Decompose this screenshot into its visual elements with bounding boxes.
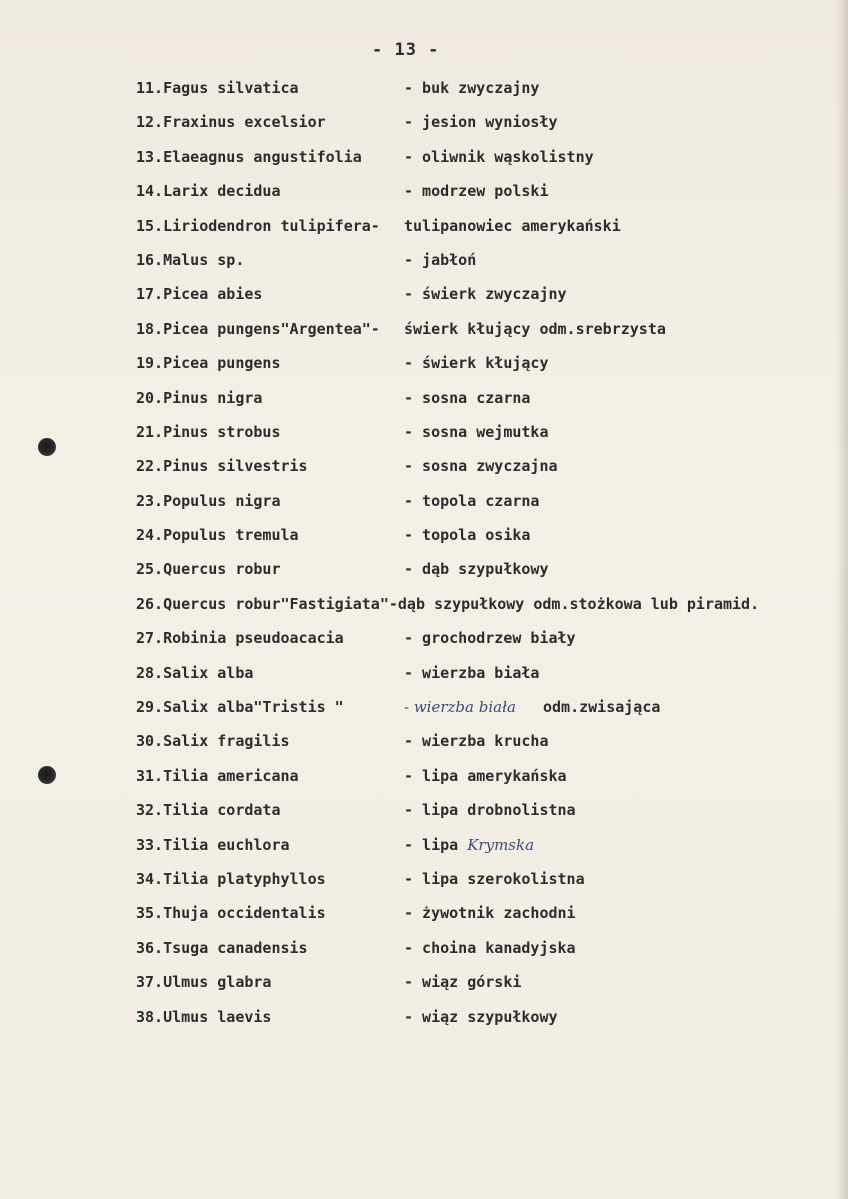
page-number: - 13 -: [372, 40, 440, 60]
latin-name: 31.Tilia americana: [136, 766, 299, 785]
latin-name: 24.Populus tremula: [136, 526, 299, 545]
polish-name: - dąb szypułkowy: [404, 560, 549, 579]
polish-name: - modrzew polski: [404, 182, 549, 201]
polish-name: - jesion wyniosły: [404, 113, 558, 132]
polish-name: - wierzba krucha: [404, 732, 549, 751]
polish-name: - żywotnik zachodni: [404, 904, 576, 923]
polish-name: - lipa amerykańska: [404, 766, 567, 785]
list-item: [136, 624, 848, 658]
list-item: [136, 74, 848, 108]
latin-name: 21.Pinus strobus: [136, 422, 281, 441]
list-item: [136, 280, 848, 314]
latin-name: 37.Ulmus glabra: [136, 973, 272, 992]
list-item: [136, 555, 848, 589]
polish-name: - lipa szerokolistna: [404, 869, 585, 888]
punch-hole: [38, 766, 56, 784]
polish-name-prefix: - lipa: [404, 835, 459, 854]
list-item: [136, 831, 848, 865]
latin-name: 22.Pinus silvestris: [136, 457, 308, 476]
list-item: [136, 762, 848, 796]
polish-name-suffix: odm.zwisająca: [542, 698, 661, 717]
list-item: [136, 727, 848, 761]
list-item: [136, 899, 848, 933]
polish-name: - topola osika: [404, 526, 531, 545]
latin-name: 33.Tilia euchlora: [136, 835, 290, 854]
latin-name: 12.Fraxinus excelsior: [136, 113, 326, 132]
latin-name: 19.Picea pungens: [136, 354, 281, 373]
list-item: [136, 349, 848, 383]
list-item: [136, 246, 848, 280]
latin-name: 28.Salix alba: [136, 663, 254, 682]
polish-name: - choina kanadyjska: [404, 938, 576, 957]
polish-name: - sosna wejmutka: [404, 422, 549, 441]
latin-name: 30.Salix fragilis: [136, 732, 290, 751]
list-item: [136, 418, 848, 452]
list-item: [136, 934, 848, 968]
latin-name: 13.Elaeagnus angustifolia: [136, 147, 362, 166]
list-item: [136, 659, 848, 693]
list-item: [136, 590, 848, 624]
polish-name: [404, 693, 660, 721]
polish-name: - grochodrzew biały: [404, 629, 576, 648]
polish-name: - buk zwyczajny: [404, 79, 540, 97]
polish-name: - wierzba biała: [404, 663, 540, 682]
polish-name: świerk kłujący odm.srebrzysta: [404, 319, 666, 338]
latin-name: 14.Larix decidua: [136, 182, 281, 201]
polish-name: - topola czarna: [404, 491, 540, 510]
polish-name: - jabłoń: [404, 250, 477, 269]
list-item: [136, 865, 848, 899]
polish-name: tulipanowiec amerykański: [404, 216, 621, 235]
latin-name: 20.Pinus nigra: [136, 388, 263, 407]
polish-name: - świerk zwyczajny: [404, 285, 567, 304]
latin-name: 36.Tsuga canadensis: [136, 938, 308, 957]
polish-name: - sosna zwyczajna: [404, 457, 558, 476]
latin-name: 11.Fagus silvatica: [136, 79, 299, 97]
list-item: [136, 693, 848, 727]
list-item: [136, 1003, 848, 1037]
punch-hole: [38, 438, 56, 456]
list-item: [136, 212, 848, 246]
latin-name: 35.Thuja occidentalis: [136, 904, 326, 923]
latin-name: 23.Populus nigra: [136, 491, 281, 510]
latin-name: 16.Malus sp.: [136, 250, 245, 269]
list-item: [136, 487, 848, 521]
list-item: [136, 452, 848, 486]
polish-name: - sosna czarna: [404, 388, 531, 407]
latin-name: 25.Quercus robur: [136, 560, 281, 579]
handwritten-correction: Krymska: [467, 835, 535, 854]
list-item: [136, 968, 848, 1002]
latin-name: 29.Salix alba"Tristis ": [136, 698, 344, 717]
latin-name: 17.Picea abies: [136, 285, 263, 304]
list-item: [136, 143, 848, 177]
latin-name: 34.Tilia platyphyllos: [136, 869, 326, 888]
polish-name: - wiąz górski: [404, 973, 522, 992]
list-item: [136, 384, 848, 418]
list-item: [136, 521, 848, 555]
polish-name: - wiąz szypułkowy: [404, 1007, 558, 1026]
latin-name: 38.Ulmus laevis: [136, 1007, 272, 1026]
polish-name: - oliwnik wąskolistny: [404, 147, 594, 166]
handwritten-correction: - wierzba biała: [404, 698, 516, 717]
species-list: [136, 74, 848, 1037]
latin-name: 26.Quercus robur"Fastigiata"-dąb szypułkowy odm.stożkowa lub piramid.: [136, 594, 760, 613]
list-item: [136, 315, 848, 349]
list-item: [136, 796, 848, 830]
list-item: [136, 177, 848, 211]
list-item: [136, 108, 848, 142]
latin-name: 18.Picea pungens"Argentea"-: [136, 319, 380, 338]
latin-name: 27.Robinia pseudoacacia: [136, 629, 344, 648]
polish-name: [404, 831, 534, 859]
latin-name: 32.Tilia cordata: [136, 801, 281, 820]
polish-name: - świerk kłujący: [404, 354, 549, 373]
latin-name: 15.Liriodendron tulipifera-: [136, 216, 380, 235]
polish-name: - lipa drobnolistna: [404, 801, 576, 820]
